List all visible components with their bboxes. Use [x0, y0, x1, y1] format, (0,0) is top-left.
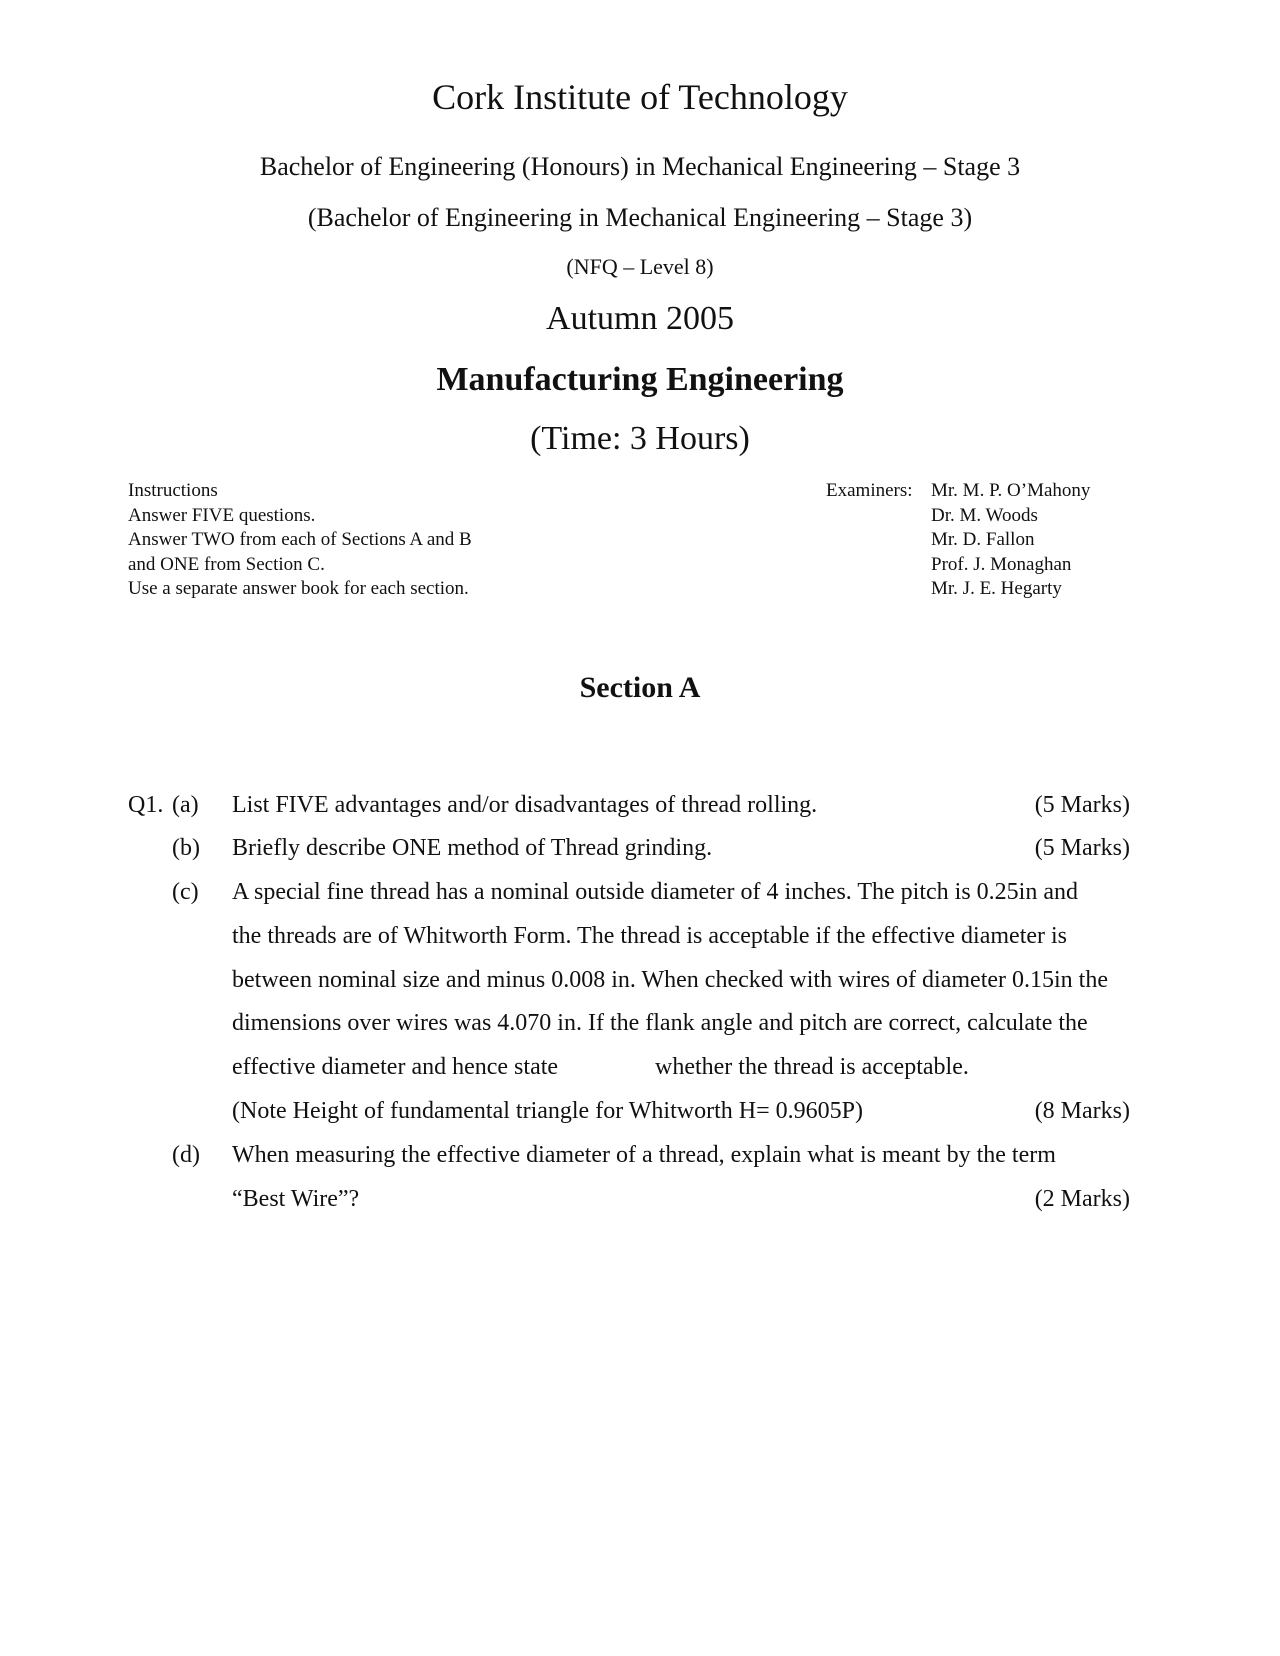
instruction-line: Answer FIVE questions. — [128, 504, 316, 526]
instruction-line: Answer TWO from each of Sections A and B — [128, 529, 472, 550]
examiner-name: Mr. D. Fallon — [931, 529, 1035, 550]
part-c-line: A special fine thread has a nominal outside diameter of 4 inches. The pitch is 0.25in and — [232, 879, 1078, 905]
exam-session: Autumn 2005 — [546, 300, 734, 337]
part-c-line: between nominal size and minus 0.008 in. When checked with wires of diameter 0.15in the — [232, 967, 1108, 993]
part-c-line: the threads are of Whitworth Form. The thread is acceptable if the effective diameter is — [232, 923, 1068, 949]
part-c-line-continued: whether the thread is acceptable. — [655, 1054, 969, 1080]
examiner-name: Dr. M. Woods — [931, 504, 1038, 526]
part-a-text: List FIVE advantages and/or disadvantages of thread rolling. — [232, 792, 818, 818]
part-c-marks: (8 Marks) — [1034, 1098, 1130, 1124]
exam-duration: (Time: 3 Hours) — [530, 420, 750, 457]
examiners-list — [931, 479, 1090, 602]
section-title: Section A — [579, 671, 701, 704]
part-a-label: (a) — [172, 792, 199, 818]
part-b-text: Briefly describe ONE method of Thread grinding. — [232, 835, 713, 861]
instructions-heading: Instructions — [128, 480, 218, 501]
part-a-marks: (5 Marks) — [1034, 792, 1130, 818]
degree-subtitle: (Bachelor of Engineering in Mechanical Engineering – Stage 3) — [307, 203, 973, 232]
examiner-name: Mr. J. E. Hegarty — [931, 578, 1062, 599]
part-d-marks: (2 Marks) — [1034, 1186, 1130, 1212]
part-d-line: When measuring the effective diameter of a thread, explain what is meant by the term — [232, 1142, 1056, 1168]
question-number: Q1. — [128, 792, 164, 818]
examiner-name: Prof. J. Monaghan — [931, 553, 1072, 575]
degree-title: Bachelor of Engineering (Honours) in Mechanical Engineering – Stage 3 — [259, 152, 1021, 181]
part-d-line: “Best Wire”? — [232, 1186, 360, 1212]
part-c-line: dimensions over wires was 4.070 in. If the flank angle and pitch are correct, calculate the — [232, 1010, 1088, 1036]
part-b-marks: (5 Marks) — [1034, 835, 1130, 861]
instruction-line: Use a separate answer book for each section. — [128, 578, 469, 599]
instruction-line: and ONE from Section C. — [128, 553, 325, 575]
part-c-line: effective diameter and hence state — [232, 1054, 559, 1080]
part-d-label: (d) — [172, 1142, 200, 1168]
examiners-label: Examiners: — [826, 480, 913, 501]
examiner-name: Mr. M. P. O’Mahony — [931, 480, 1091, 501]
institution-title: Cork Institute of Technology — [432, 77, 848, 117]
nfq-level: (NFQ – Level 8) — [566, 254, 714, 279]
instructions-block — [128, 479, 472, 602]
part-c-note: (Note Height of fundamental triangle for Whitworth H= 0.9605P) — [232, 1098, 863, 1124]
subject-title: Manufacturing Engineering — [436, 361, 844, 398]
part-b-label: (b) — [172, 835, 200, 861]
part-c-label: (c) — [172, 879, 199, 905]
